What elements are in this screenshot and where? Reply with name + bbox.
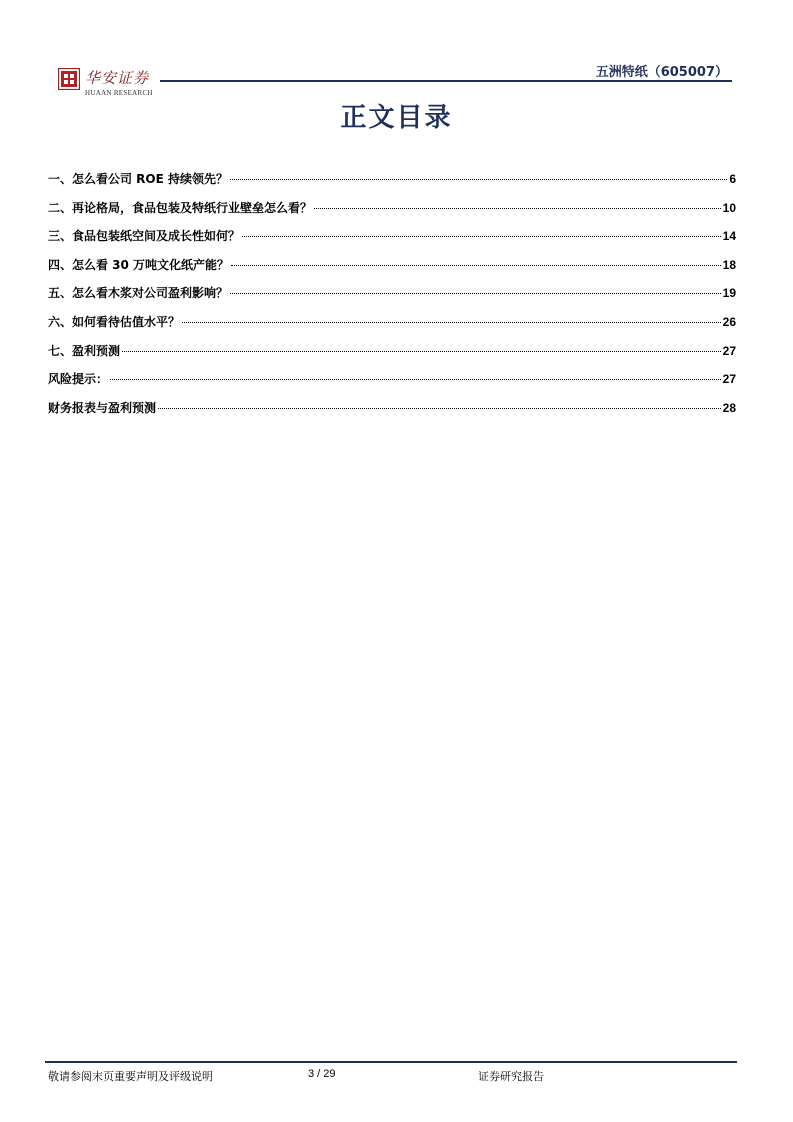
toc-item-label: 三、食品包装纸空间及成长性如何？: [48, 229, 241, 244]
toc-leader-dots: [231, 265, 721, 266]
toc-item-label: 一、怎么看公司 ROE 持续领先？: [48, 172, 228, 186]
footer-page-number: 3 / 29: [308, 1068, 336, 1080]
page-footer: [48, 1068, 738, 1084]
toc-item-3[interactable]: [48, 227, 736, 256]
toc-leader-dots: [230, 293, 721, 294]
toc-leader-dots: [242, 236, 721, 237]
toc-item-2[interactable]: [48, 199, 736, 228]
toc-item-label: 四、怎么看 30 万吨文化纸产能？: [48, 257, 230, 272]
toc-leader-dots: [110, 379, 721, 380]
toc-item-1[interactable]: [48, 170, 736, 199]
toc-item-4[interactable]: [48, 256, 736, 285]
toc-leader-dots: [230, 179, 727, 180]
toc-leader-dots: [122, 351, 721, 352]
toc-item-page: 28: [722, 400, 736, 415]
table-of-contents: [48, 170, 736, 427]
footer-disclaimer: 敬请参阅末页重要声明及评级说明: [48, 1070, 213, 1083]
toc-item-5[interactable]: [48, 284, 736, 313]
header-divider: [160, 80, 732, 82]
page-header: [55, 60, 732, 100]
logo-chinese-name: 华安证券: [85, 69, 150, 87]
toc-item-7[interactable]: [48, 342, 736, 371]
company-stock-code: 五洲特纸（605007）: [595, 65, 728, 80]
toc-item-label: 六、如何看待估值水平？: [48, 314, 181, 329]
toc-item-page: 14: [722, 229, 736, 244]
toc-item-label: 财务报表与盈利预测: [48, 400, 157, 415]
toc-item-page: 19: [722, 286, 736, 301]
toc-leader-dots: [158, 408, 721, 409]
footer-divider: [45, 1061, 737, 1063]
toc-item-6[interactable]: [48, 313, 736, 342]
toc-item-label: 五、怎么看木浆对公司盈利影响？: [48, 286, 229, 301]
toc-item-page: 27: [722, 343, 736, 358]
toc-item-label: 七、盈利预测: [48, 343, 121, 358]
toc-item-page: 6: [729, 172, 736, 186]
toc-leader-dots: [314, 208, 721, 209]
seal-icon: [58, 68, 80, 90]
toc-item-label: 风险提示：: [48, 372, 109, 387]
footer-report-type: 证券研究报告: [478, 1070, 544, 1083]
toc-item-page: 18: [722, 257, 736, 272]
toc-item-page: 26: [722, 314, 736, 329]
toc-item-9[interactable]: [48, 399, 736, 428]
toc-item-page: 10: [722, 200, 736, 215]
logo-english-name: HUAAN RESEARCH: [85, 89, 153, 97]
page-title: 正文目录: [340, 103, 453, 133]
toc-item-label: 二、再论格局，食品包装及特纸行业壁垒怎么看？: [48, 200, 313, 215]
toc-item-8[interactable]: [48, 370, 736, 399]
huaan-logo: [55, 66, 165, 100]
toc-item-page: 27: [722, 372, 736, 387]
toc-leader-dots: [182, 322, 721, 323]
